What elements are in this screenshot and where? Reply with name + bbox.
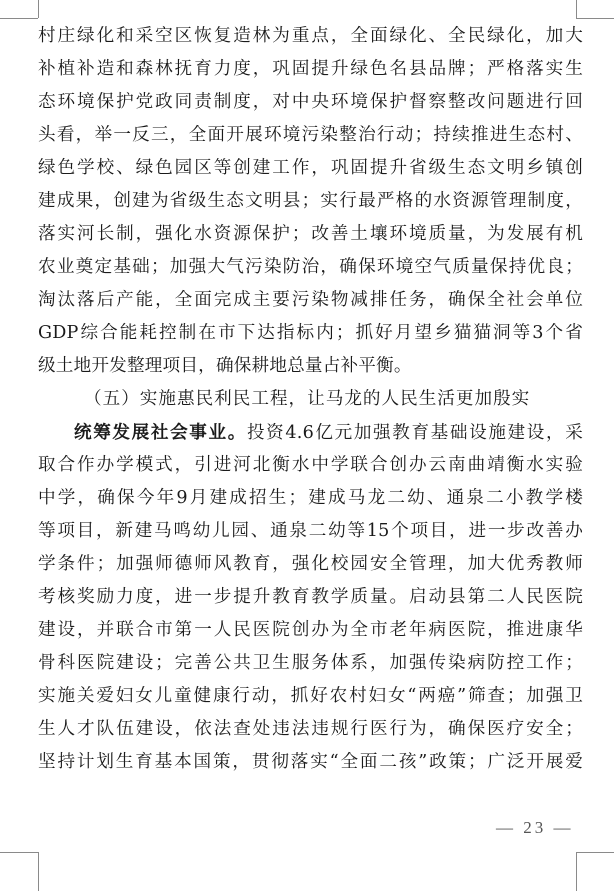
body-line-2: 补植补造和森林抚育力度，巩固提升绿色名县品牌；严格落实生 (38, 59, 583, 79)
body-line-8: 农业奠定基础；加强大气污染防治，确保环境空气质量保持优良； (38, 257, 583, 277)
page-number: — 23 — (496, 818, 574, 837)
document-body (38, 20, 583, 779)
body-line-1: 村庄绿化和采空区恢复造林为重点，全面绿化、全民绿化，加大 (38, 26, 583, 46)
paragraph-2-line-2: 取合作办学模式，引进河北衡水中学联合创办云南曲靖衡水实验 (38, 455, 583, 475)
paragraph-2-first-line (38, 416, 583, 449)
body-line-10: GDP综合能耗控制在市下达指标内；抓好月望乡猫猫洞等3个省 (38, 323, 583, 343)
crop-mark-bottom-left-vertical (38, 852, 39, 891)
paragraph-2-first-rest: 投资4.6亿元加强教育基础设施建设，采 (246, 423, 583, 443)
crop-mark-top-left-vertical (38, 0, 39, 18)
crop-mark-bottom-right-horizontal (576, 852, 614, 853)
body-line-5: 绿色学校、绿色园区等创建工作，巩固提升省级生态文明乡镇创 (38, 158, 583, 178)
page-footer (0, 818, 614, 842)
body-line-9: 淘汰落后产能，全面完成主要污染物减排任务，确保全社会单位 (38, 290, 583, 310)
paragraph-2-line-4: 等项目，新建马鸣幼儿园、通泉二幼等15个项目，进一步改善办 (38, 521, 583, 541)
paragraph-2-line-9: 实施关爱妇女儿童健康行动，抓好农村妇女“两癌”筛查；加强卫 (38, 686, 583, 706)
body-line-4: 头看，举一反三，全面开展环境污染整治行动；持续推进生态村、 (38, 125, 583, 145)
crop-mark-top-left-horizontal (0, 18, 38, 19)
paragraph-2-lead: 统筹发展社会事业。 (74, 422, 247, 443)
crop-mark-top-right-horizontal (576, 18, 614, 19)
paragraph-2-line-7: 建设，并联合市第一人民医院创办为全市老年病医院，推进康华 (38, 620, 583, 640)
paragraph-2-line-5: 学条件；加强师德师风教育，强化校园安全管理，加大优秀教师 (38, 554, 583, 574)
crop-mark-bottom-right-vertical (576, 852, 577, 891)
paragraph-2-line-6: 考核奖励力度，进一步提升教育教学质量。启动县第二人民医院 (38, 587, 583, 607)
paragraph-2-line-11: 坚持计划生育基本国策，贯彻落实“全面二孩”政策；广泛开展爱 (38, 752, 583, 772)
body-line-11: 级土地开发整理项目，确保耕地总量占补平衡。 (38, 356, 412, 376)
crop-mark-bottom-left-horizontal (0, 852, 38, 853)
body-line-7: 落实河长制，强化水资源保护；改善土壤环境质量，为发展有机 (38, 224, 583, 244)
paragraph-2-line-8: 骨科医院建设；完善公共卫生服务体系，加强传染病防控工作； (38, 653, 583, 673)
crop-mark-top-right-vertical (576, 0, 577, 18)
paragraph-2-line-3: 中学，确保今年9月建成招生；建成马龙二幼、通泉二小教学楼 (38, 488, 583, 508)
paragraph-2-line-10: 生人才队伍建设，依法查处违法违规行医行为，确保医疗安全； (38, 719, 583, 739)
body-line-3: 态环境保护党政同责制度，对中央环境保护督察整改问题进行回 (38, 92, 583, 112)
section-heading: （五）实施惠民利民工程，让马龙的人民生活更加殷实 (84, 389, 531, 409)
body-line-6: 建成果，创建为省级生态文明县；实行最严格的水资源管理制度， (38, 191, 583, 211)
